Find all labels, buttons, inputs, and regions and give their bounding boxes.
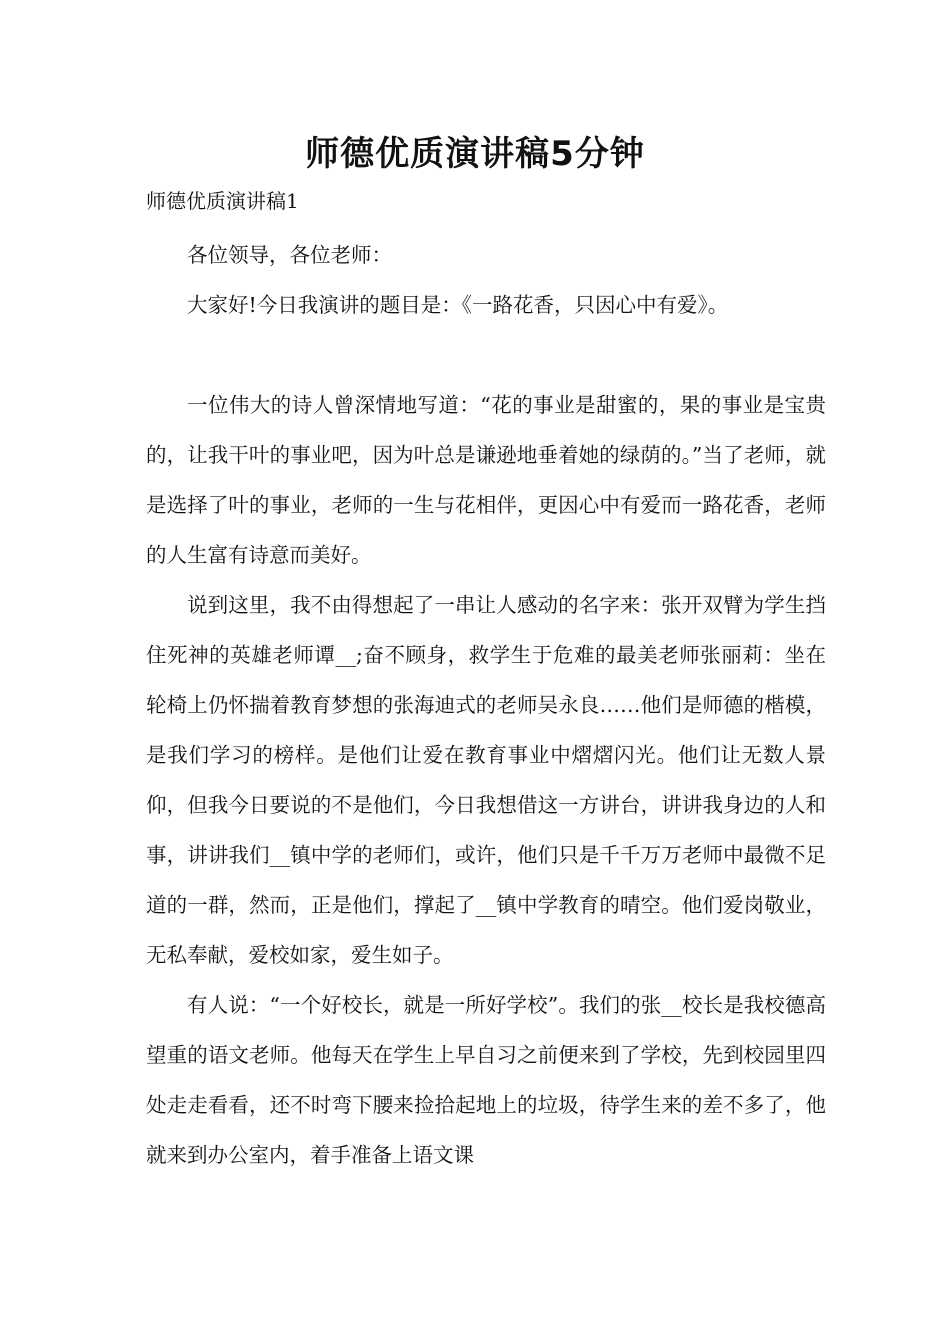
paragraph-role-models: 说到这里，我不由得想起了一串让人感动的名字来：张开双臂为学生挡住死神的英雄老师谭__;奋不顾身，救学生于危难的最美老师张丽莉：坐在轮椅上仍怀揣着教育梦想的张海迪式的老师吴永良……他们是师德的楷模，是我们学习的榜样。是他们让爱在教育事业中熠熠闪光。他们让无数人景仰，但我今日要说的不是他们，今日我想借这一方讲台，讲讲我身边的人和事，讲讲我们__镇中学的老师们，或许，他们只是千千万万老师中最微不足道的一群，然而，正是他们，撑起了__镇中学教育的晴空。他们爱岗敬业，无私奉献，爱校如家，爱生如子。 [146, 593, 826, 967]
paragraph-salutation: 各位领导，各位老师： [187, 243, 392, 267]
paragraph-greeting: 大家好!今日我演讲的题目是：《一路花香，只因心中有爱》。 [187, 293, 729, 317]
paragraph-principal: 有人说：“一个好校长，就是一所好学校”。我们的张__校长是我校德高望重的语文老师。他每天在学生上早自习之前便来到了学校，先到校园里四处走走看看，还不时弯下腰来捡拾起地上的垃圾，待学生来的差不多了，他就来到办公室内，着手准备上语文课 [146, 993, 826, 1167]
paragraph-poet-quote: 一位伟大的诗人曾深情地写道：“花的事业是甜蜜的，果的事业是宝贵的，让我干叶的事业吧，因为叶总是谦逊地垂着她的绿荫的。”当了老师，就是选择了叶的事业，老师的一生与花相伴，更因心中有爱而一路花香，老师的人生富有诗意而美好。 [146, 393, 826, 567]
section-heading: 师德优质演讲稿1 [146, 189, 299, 213]
document-body [146, 230, 826, 1180]
document-title: 师德优质演讲稿5分钟 [305, 134, 645, 174]
